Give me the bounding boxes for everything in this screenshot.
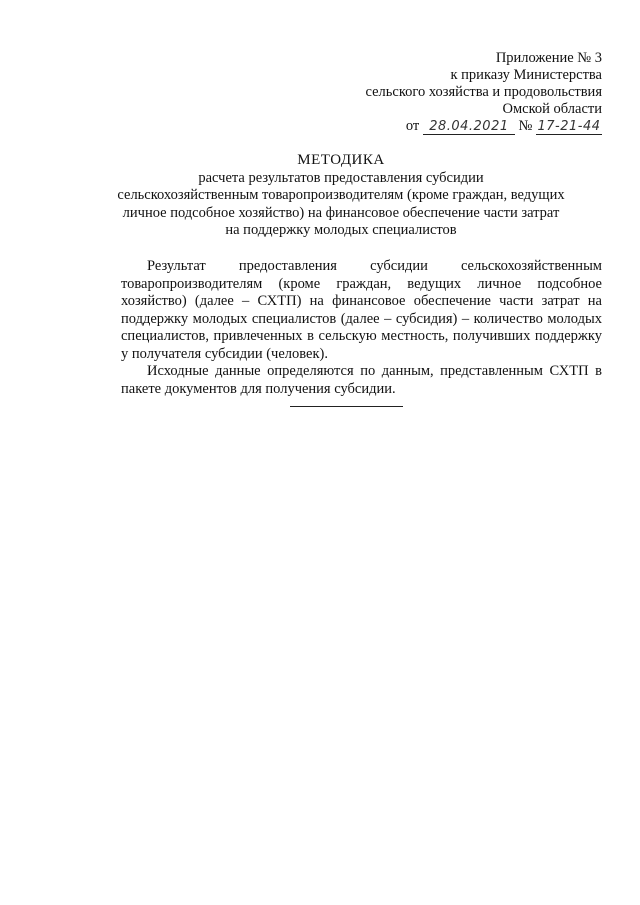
body-paragraph: Результат предоставления субсидии сельскохозяйственным товаропроизводителям (кроме граждан, ведущих личное подсобное хозяйство) (далее – СХТП) на финансовое обеспечение части затрат на поддержку молодых специалистов (далее – субсидия) – количество молодых специалистов, привлеченных в сельскую местность, получивших поддержку у получателя субсидии (человек). [121, 258, 602, 362]
from-label: от [405, 118, 420, 134]
handwritten-number: 17-21-44 [537, 119, 601, 134]
document-body [121, 258, 602, 398]
appendix-date-line [365, 118, 602, 135]
subtitle-line: сельскохозяйственным товаропроизводителям (кроме граждан, ведущих [117, 187, 565, 203]
appendix-ministry: сельского хозяйства и продовольствия [365, 84, 602, 100]
number-label: № [518, 118, 533, 134]
subtitle-line: на поддержку молодых специалистов [225, 222, 457, 238]
appendix-order-ref: к приказу Министерства [450, 67, 602, 83]
document-title: МЕТОДИКА [297, 152, 385, 168]
appendix-header [365, 50, 602, 135]
appendix-number: Приложение № 3 [495, 50, 602, 66]
appendix-region: Омской области [502, 101, 602, 117]
closing-rule [290, 406, 403, 407]
subtitle-line: личное подсобное хозяйство) на финансовое обеспечение части затрат [122, 204, 560, 221]
handwritten-date: 28.04.2021 [423, 120, 515, 135]
body-paragraph: Исходные данные определяются по данным, представленным СХТП в пакете документов для получения субсидии. [121, 363, 602, 397]
document-title-block [80, 152, 602, 240]
subtitle-line: расчета результатов предоставления субсидии [198, 169, 484, 186]
